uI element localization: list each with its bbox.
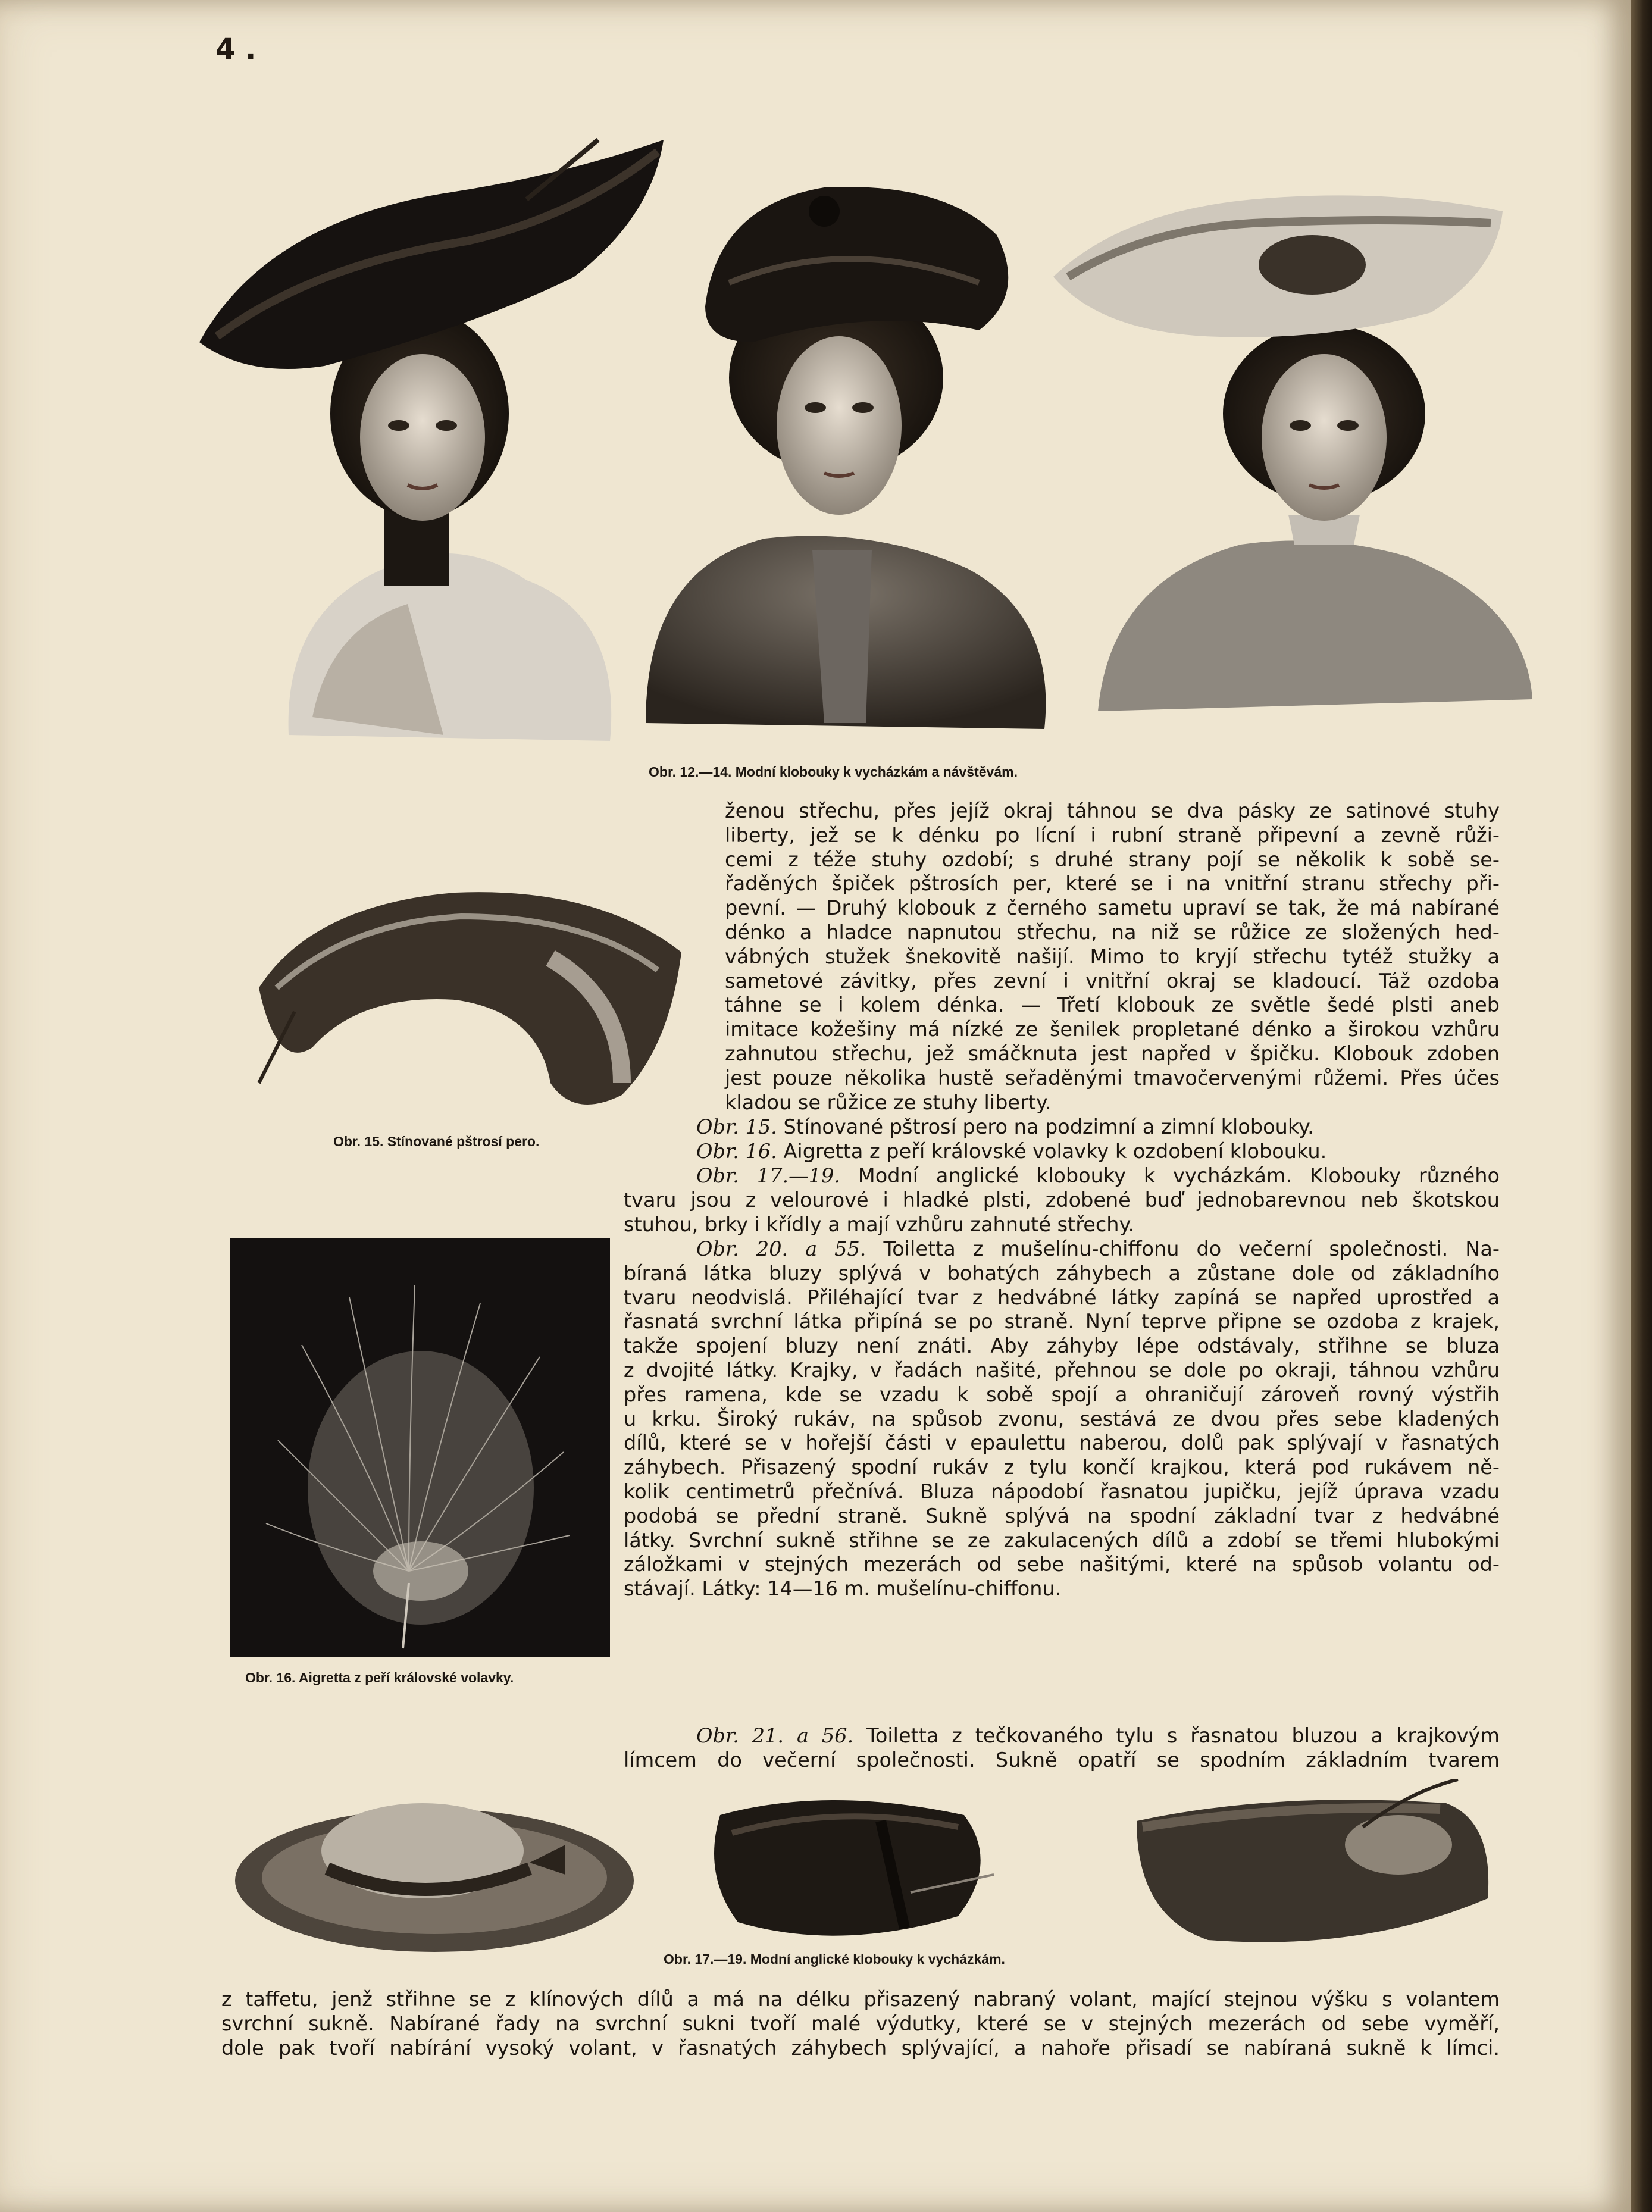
paragraph-obr-20 xyxy=(624,1237,1500,1601)
hat-19 xyxy=(1137,1779,1488,1942)
paragraph-text: Toiletta z mušelínu-chiffonu do večerní společnosti. Na- xyxy=(883,1237,1500,1260)
figure-aigrette-16 xyxy=(230,1238,610,1657)
text-line: záložkami v stejných mezerách od sebe našitými, které na spůsob volantu od- xyxy=(624,1553,1500,1576)
text-bottom xyxy=(221,1988,1500,2060)
text-line: z taffetu, jenž střihne se z klínových dílů a má na délku přisazený nabraný volant, mající stejnou výšku s volantem xyxy=(221,1988,1500,2011)
book-binding-edge xyxy=(1631,0,1652,2212)
figure-reference: Obr. 20. a 55. xyxy=(696,1237,866,1260)
text-line: podobá se přední straně. Sukně splývá na spodní základní tvar z hedvábné xyxy=(624,1504,1500,1528)
text-line: cemi z téže stuhy ozdobí; s druhé strany pojí se několik k sobě se- xyxy=(725,847,1500,871)
text-line: vábných stužek šnekovitě našijí. Mimo to kryjí střechu tytéž stužky a xyxy=(725,944,1500,968)
text-line: řasnatá svrchní látka připíná se po straně. Nyní teprve připne se ozdoba z krajek, xyxy=(624,1310,1500,1334)
text-line: dílů, které se v hořejší části v epaulettu naberou, dolů pak splývají v řasnatých xyxy=(624,1431,1500,1455)
paragraph-obr-15 xyxy=(696,1115,1500,1140)
text-line: ženou střechu, přes jejíž okraj táhnou se dva pásky ze satinové stuhy xyxy=(725,799,1500,822)
text-line: stávají. Látky: 14—16 m. mušelínu-chiffonu. xyxy=(624,1577,1062,1601)
text-line: bíraná látka bluzy splývá v bohatých záhybech a zůstane dole od základního xyxy=(624,1261,1500,1285)
hat-18 xyxy=(714,1800,994,1936)
figure-reference: Obr. 16. xyxy=(696,1140,777,1163)
text-line: kladou se růžice ze stuhy liberty. xyxy=(725,1090,1052,1114)
paragraph-obr-17-19 xyxy=(624,1164,1500,1237)
figure-feather-15 xyxy=(241,869,705,1119)
text-line: sametové závitky, přes zevní i vnitřní okraj se kladoucí. Táž ozdoba xyxy=(725,969,1500,993)
text-line: zahnutou střechu, jež smáčknuta jest napřed v špičku. Klobouk zdoben xyxy=(725,1041,1500,1065)
paragraph-obr-21 xyxy=(624,1724,1500,1773)
paragraph-text: Stínované pštrosí pero na podzimní a zimní klobouky. xyxy=(783,1115,1314,1138)
page-number: 4 . xyxy=(215,33,256,66)
text-line: liberty, jež se k dénku po lícní i rubní straně připevní a zevně růži- xyxy=(725,823,1500,847)
paragraph-text: Toiletta z tečkovaného tylu s řasnatou bluzou a krajkovým xyxy=(866,1724,1500,1747)
caption-fig-16: Obr. 16. Aigretta z peří královské volavky. xyxy=(245,1670,514,1685)
english-hats-illustration xyxy=(232,1779,1512,1964)
text-line: přes ramena, kde se vzadu k sobě spojí a ohraničují zároveň rovný výstřih xyxy=(624,1382,1500,1406)
caption-fig-17-19: Obr. 17.—19. Modní anglické klobouky k vycházkám. xyxy=(664,1951,1005,1967)
text-line: látky. Svrchní sukně střihne se ze zakulacených dílů a zdobí se třemi hlubokými xyxy=(624,1528,1500,1552)
text-line: imitace kožešiny má nízké ze šenilek propletané dénko a širokou vzhůru xyxy=(725,1018,1500,1041)
caption-fig-15: Obr. 15. Stínované pštrosí pero. xyxy=(333,1134,540,1149)
lady-2 xyxy=(646,187,1046,729)
paragraph-text: Aigretta z peří královské volavky k ozdobení klobouku. xyxy=(783,1140,1327,1163)
text-line: takže spojení bluzy není znáti. Aby záhyby lépe odstávaly, střihne se bluza xyxy=(624,1334,1500,1358)
caption-fig-12-14: Obr. 12.—14. Modní klobouky k vycházkám a návštěvám. xyxy=(649,764,1018,780)
text-line: dénko a hladce napnutou střechu, na niž se růžice ze složených hed- xyxy=(725,920,1500,944)
text-line: pevní. — Druhý klobouk z černého sametu upraví se tak, že má nabírané xyxy=(725,896,1500,920)
lady-1 xyxy=(199,140,664,741)
text-line: záhybech. Přisazený spodní rukáv z tylu končí krajkou, která pod rukávem ně- xyxy=(624,1456,1500,1479)
figure-hats-17-19 xyxy=(232,1779,1512,1964)
hat-17 xyxy=(235,1803,634,1952)
text-line: jest pouze několika hustě seřaděnými tmavočervenými růžemi. Přes účes xyxy=(725,1066,1500,1090)
text-line: tvaru jsou z velourové i hladké plsti, zdobené buď jednobarevnou neb škotskou xyxy=(624,1188,1500,1212)
text-line: dole pak tvoří nabírání vysoký volant, v řasnatých záhybech splývající, a nahoře přisadí se nabíraná sukně k límci. xyxy=(221,2036,1500,2060)
figure-hats-12-14 xyxy=(193,128,1544,747)
text-line: tvaru neodvislá. Přiléhající tvar z hedvábné látky zapíná se napřed uprostřed a xyxy=(624,1285,1500,1309)
text-line: stuhou, brky i křídly a mají vzhůru zahnuté střechy. xyxy=(624,1212,1135,1236)
ostrich-feather-illustration xyxy=(241,869,705,1119)
text-line: svrchní sukně. Nabírané řady na svrchní sukni tvoří malé výdutky, které se v stejných mezerách od sebe vyměří, xyxy=(221,2011,1500,2035)
text-line: táhne se i kolem dénka. — Třetí klobouk ze světle šedé plsti aneb xyxy=(725,993,1500,1017)
figure-reference: Obr. 15. xyxy=(696,1115,777,1138)
text-line: kolik centimetrů přečnívá. Bluza nápodobí řasnatou jupičku, jejíž úprava vzadu xyxy=(624,1479,1500,1503)
paragraph-text: Modní anglické klobouky k vycházkám. Klobouky různého xyxy=(858,1164,1500,1187)
text-column-top xyxy=(725,799,1500,1115)
lady-3 xyxy=(1053,195,1532,711)
text-line: límcem do večerní společnosti. Sukně opatří se spodním základním tvarem xyxy=(624,1748,1500,1772)
text-line: u krku. Široký rukáv, na spůsob zvonu, sestává ze dvou přes sebe kladených xyxy=(624,1407,1500,1431)
hats-portraits-illustration xyxy=(193,128,1544,747)
aigrette-illustration xyxy=(230,1238,610,1657)
text-line: řaděných špiček pštrosích per, které se i na vnitřní stranu střechy při- xyxy=(725,872,1500,896)
figure-reference: Obr. 17.—19. xyxy=(696,1164,840,1187)
figure-reference: Obr. 21. a 56. xyxy=(696,1724,854,1747)
text-line: z dvojité látky. Krajky, v řadách našité, přehnou se dole po okraji, táhnou vzhůru xyxy=(624,1358,1500,1382)
paragraph-obr-16 xyxy=(696,1140,1500,1164)
